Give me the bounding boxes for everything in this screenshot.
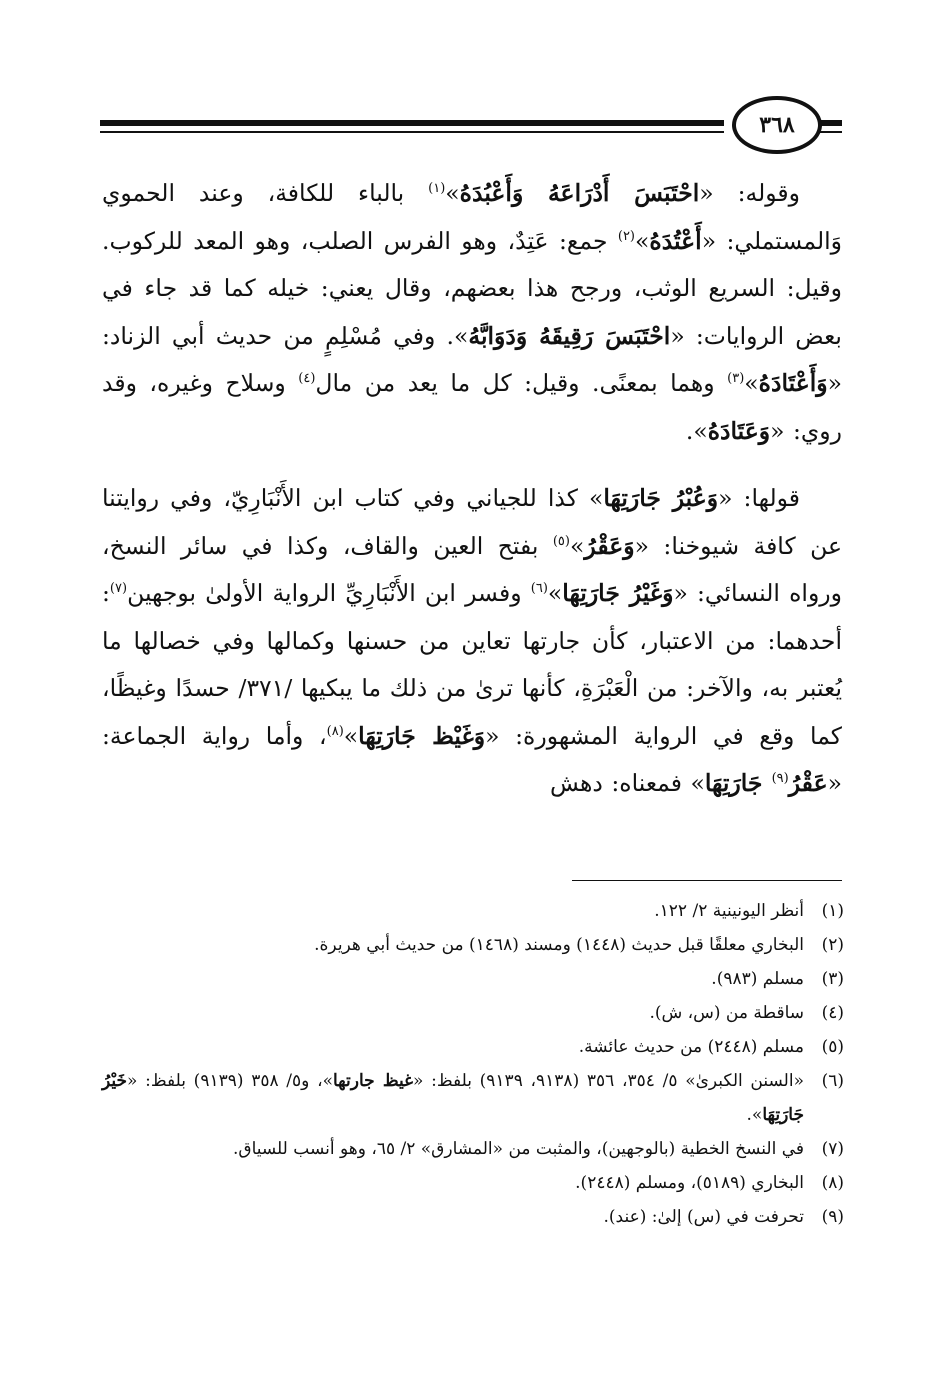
body-text: البخاري (٥١٨٩)، ومسلم (٢٤٤٨). bbox=[575, 1173, 804, 1193]
body-text: » bbox=[744, 369, 759, 397]
body-text: البخاري معلقًا قبل حديث (١٤٤٨) ومسند (١٤٦٨) من حديث أبي هريرة. bbox=[314, 935, 804, 955]
body-text: ». وفي مُسْلِمٍ من حديث أبي الزناد: « bbox=[102, 321, 842, 397]
footnote-separator bbox=[572, 880, 842, 881]
footnote-text bbox=[102, 996, 804, 1030]
footnote-item bbox=[102, 894, 844, 928]
footnote-item bbox=[102, 928, 844, 962]
header-thick-rule bbox=[100, 120, 724, 126]
footnote-ref: (٧) bbox=[109, 581, 128, 597]
footnote-number: (٢) bbox=[821, 935, 844, 955]
footnote-text bbox=[102, 1166, 804, 1200]
footnote-item bbox=[102, 962, 844, 996]
footnote-item bbox=[102, 1132, 844, 1166]
body-text: » bbox=[343, 721, 359, 750]
footnote-ref: (٤) bbox=[298, 371, 316, 387]
page-number: ٣٦٨ bbox=[732, 96, 822, 154]
body-text: »، و٥/ ٣٥٨ (٩١٣٩) بلفظ: « bbox=[127, 1071, 333, 1091]
body-text: جمع: عَتِدٌ، وهو الفرس الصلب، وهو المعد للركوب. وقيل: السريع الوثب، ورجح هذا بعضهم، وقال يعني: خيله كما قد جاء في بعض الروايات: « bbox=[102, 226, 842, 350]
footnote-text bbox=[102, 1030, 804, 1064]
footnote-text bbox=[102, 928, 804, 962]
footnote-item bbox=[102, 1030, 844, 1064]
quoted-hadith-text: خَيْرُ جَارَتِهَا bbox=[102, 1071, 804, 1125]
body-text: ». bbox=[746, 1105, 763, 1125]
footnote-number: (٨) bbox=[821, 1173, 844, 1193]
body-text: قولها: « bbox=[718, 484, 800, 512]
footnote-text bbox=[102, 1200, 804, 1234]
header-rule-tail-thin bbox=[820, 131, 842, 133]
paragraph-indent bbox=[800, 484, 842, 512]
body-text: وهما بمعنًى. وقيل: كل ما يعد من مال bbox=[315, 369, 728, 397]
footnote-ref: (٨) bbox=[326, 723, 344, 739]
body-text: » bbox=[445, 179, 460, 207]
footnote-number: (١) bbox=[821, 901, 844, 921]
body-text: بفتح العين والقاف، وكذا في سائر النسخ، ورواه النسائي: « bbox=[102, 531, 842, 607]
footnote-text bbox=[102, 962, 804, 996]
body-text: مسلم (٢٤٤٨) من حديث عائشة. bbox=[578, 1037, 804, 1057]
quoted-hadith-text: وَأَعْتَادَهُ bbox=[758, 369, 828, 397]
footnote-number: (٩) bbox=[821, 1207, 844, 1227]
body-text: وقوله: « bbox=[699, 179, 800, 207]
quoted-hadith-text: احْتَبَسَ رَقِيقَهُ وَدَوَابَّهُ bbox=[468, 321, 671, 350]
quoted-hadith-text: أَعْتُدَهُ bbox=[649, 226, 702, 255]
quoted-hadith-text: وَغَيْرُ جَارَتِهَا bbox=[562, 579, 674, 607]
quoted-hadith-text: جَارَتِهَا bbox=[704, 769, 772, 797]
footnote-number: (٣) bbox=[821, 969, 844, 989]
body-text: ، وأما رواية الجماعة: « bbox=[102, 721, 842, 797]
body-text: » كذا للجياني وفي كتاب ابن الأَنْبَارِيّ، وفي روايتنا عن كافة شيوخنا: « bbox=[102, 484, 842, 560]
footnote-ref: (٢) bbox=[617, 228, 635, 244]
quoted-hadith-text: وَعَتَادَهُ bbox=[707, 416, 771, 445]
body-text: » bbox=[547, 579, 563, 607]
page-header bbox=[100, 96, 842, 160]
footnote-item bbox=[102, 1064, 844, 1132]
quoted-hadith-text: وَغَيْظ جَارَتِهَا bbox=[358, 721, 486, 750]
header-rule-tail-thick bbox=[820, 120, 842, 126]
footnote-number: (٥) bbox=[821, 1037, 844, 1057]
paragraph-indent bbox=[800, 179, 842, 207]
body-text: أنظر اليونينية ٢/ ١٢٢. bbox=[654, 901, 804, 921]
body-text: ساقطة من (س، ش). bbox=[649, 1003, 804, 1023]
header-thin-rule bbox=[100, 131, 724, 133]
footnote-item bbox=[102, 1166, 844, 1200]
footnote-text bbox=[102, 1064, 804, 1132]
body-text: في النسخ الخطية (بالوجهين)، والمثبت من «المشارق» ٢/ ٦٥، وهو أنسب للسياق. bbox=[232, 1139, 804, 1159]
body-text: » فمعناه: دهش bbox=[550, 769, 705, 797]
footnote-number: (٦) bbox=[821, 1071, 844, 1091]
body-text: ». bbox=[685, 416, 708, 445]
body-text: » bbox=[569, 531, 585, 560]
body-text: «السنن الكبرىٰ» ٥/ ٣٥٤، ٣٥٦ (٩١٣٨، ٩١٣٩) بلفظ: « bbox=[413, 1071, 804, 1091]
body-text: مسلم (٩٨٣). bbox=[711, 969, 804, 989]
footnote-ref: (٦) bbox=[530, 581, 548, 597]
footnote-item bbox=[102, 996, 844, 1030]
body-text: تحرفت في (س) إلىٰ: (عند). bbox=[603, 1207, 804, 1227]
quoted-hadith-text: وَعَقْرُ bbox=[584, 531, 635, 560]
footnote-number: (٧) bbox=[821, 1139, 844, 1159]
footnote-ref: (٥) bbox=[552, 533, 570, 549]
paragraph-2 bbox=[102, 475, 842, 808]
footnote-item bbox=[102, 1200, 844, 1234]
footnote-ref: (٩) bbox=[771, 771, 789, 787]
footnotes-list bbox=[102, 894, 844, 1234]
body-text: : أحدهما: من الاعتبار، كأن جارتها تعاين من حسنها وكمالها وفي خصالها ما يُعتبر به، والآخر: من الْعَبْرَةِ، كأنها ترىٰ من ذلك ما يبكيها /٣٧١/ حسدًا وغيظًا، كما وقع في الرواية المشهورة: « bbox=[102, 579, 842, 750]
paragraph-1 bbox=[102, 170, 842, 455]
footnote-text bbox=[102, 894, 804, 928]
quoted-hadith-text: احْتَبَسَ أَدْرَاعَهُ وَأَعْبُدَهُ bbox=[459, 179, 700, 207]
main-text bbox=[102, 170, 842, 808]
body-text: بالباء للكافة، وعند الحموي وَالمستملي: « bbox=[102, 179, 842, 255]
footnote-ref: (٣) bbox=[727, 371, 745, 387]
footnote-number: (٤) bbox=[821, 1003, 844, 1023]
body-text: وسلاح وغيره، وقد روي: « bbox=[102, 369, 842, 445]
body-text: وفسر ابن الأَنْبَارِيِّ الرواية الأولىٰ بوجهين bbox=[127, 579, 531, 607]
footnote-ref: (١) bbox=[428, 181, 446, 197]
body-text: » bbox=[635, 226, 650, 255]
quoted-hadith-text: عَقْرُ bbox=[788, 769, 828, 797]
quoted-hadith-text: غيظ جارتها bbox=[332, 1071, 414, 1091]
quoted-hadith-text: وَعُبْرُ جَارَتِهَا bbox=[603, 484, 719, 512]
footnote-text bbox=[102, 1132, 804, 1166]
